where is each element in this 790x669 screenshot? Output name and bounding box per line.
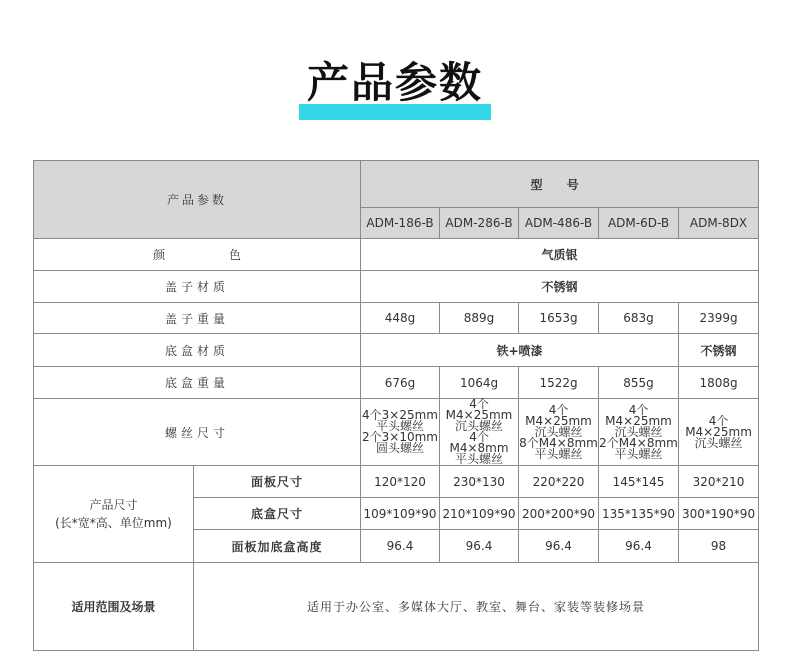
scene-value: 适用于办公室、多媒体大厅、教室、舞台、家装等装修场景: [194, 563, 759, 651]
screw-spec-line: 8个M4×8mm: [519, 435, 598, 450]
model-header: ADM-6D-B: [599, 208, 679, 239]
row-label-screws: 螺丝尺寸: [34, 399, 361, 466]
screw-spec-line: 沉头螺丝: [694, 435, 743, 450]
screw-spec-line: 2个3×10mm: [362, 430, 438, 444]
sub-label-total-height: 面板加底盒高度: [194, 530, 361, 563]
box-weight-value: 1064g: [440, 367, 519, 399]
page-title-area: [0, 58, 790, 108]
screw-spec-line: 平头螺丝: [376, 419, 425, 433]
screw-spec-line: 4个M4×25mm: [525, 402, 592, 428]
total-height-value: 96.4: [440, 530, 519, 563]
panel-size-value: 220*220: [519, 466, 599, 498]
screw-spec-line: 4个M4×25mm: [445, 397, 513, 422]
cover-weight-value: 1653g: [519, 303, 599, 334]
panel-size-value: 120*120: [361, 466, 440, 498]
dimensions-label-line: 产品尺寸: [89, 498, 138, 512]
table-header-label: 产品参数: [34, 161, 361, 239]
total-height-value: 96.4: [599, 530, 679, 563]
page-title: 产品参数: [306, 58, 483, 107]
panel-size-value: 320*210: [679, 466, 759, 498]
row-label-color: 颜 色: [34, 239, 361, 271]
box-size-value: 109*109*90: [361, 498, 440, 530]
box-size-value: 200*200*90: [519, 498, 599, 530]
box-weight-value: 1522g: [519, 367, 599, 399]
type-header: 型 号: [361, 161, 759, 208]
cover-weight-value: 2399g: [679, 303, 759, 334]
screw-spec-line: 4个3×25mm: [362, 408, 438, 422]
model-header: ADM-286-B: [440, 208, 519, 239]
screw-spec-line: 2个M4×8mm: [599, 435, 678, 450]
total-height-value: 96.4: [361, 530, 440, 563]
screw-spec-line: 沉头螺丝: [614, 424, 663, 439]
row-label-box-material: 底盒材质: [34, 334, 361, 367]
screw-spec-line: 平头螺丝: [534, 446, 583, 461]
spec-table: [33, 160, 759, 651]
screw-spec-cell: [361, 399, 440, 466]
row-label-cover-weight: 盖子重量: [34, 303, 361, 334]
screw-spec-cell: [679, 399, 759, 466]
box-weight-value: 676g: [361, 367, 440, 399]
screw-spec-line: 平头螺丝: [455, 452, 504, 466]
cover-material-value: 不锈钢: [361, 271, 759, 303]
sub-label-panel-size: 面板尺寸: [194, 466, 361, 498]
screw-spec-cell: [440, 399, 519, 466]
row-label-dimensions: [34, 466, 194, 563]
screw-spec-line: 沉头螺丝: [455, 419, 504, 433]
panel-size-value: 145*145: [599, 466, 679, 498]
box-weight-value: 855g: [599, 367, 679, 399]
screw-spec-line: 4个M4×25mm: [605, 402, 672, 428]
box-size-value: 210*109*90: [440, 498, 519, 530]
panel-size-value: 230*130: [440, 466, 519, 498]
page-title-box: [303, 58, 487, 108]
row-label-scene: 适用范围及场景: [34, 563, 194, 651]
box-weight-value: 1808g: [679, 367, 759, 399]
model-header: ADM-8DX: [679, 208, 759, 239]
screw-spec-line: 4个M4×25mm: [685, 413, 752, 439]
row-label-cover-material: 盖子材质: [34, 271, 361, 303]
cover-weight-value: 889g: [440, 303, 519, 334]
box-material-value: 不锈钢: [679, 334, 759, 367]
total-height-value: 98: [679, 530, 759, 563]
cover-weight-value: 683g: [599, 303, 679, 334]
screw-spec-line: 圆头螺丝: [376, 441, 425, 455]
row-label-box-weight: 底盒重量: [34, 367, 361, 399]
total-height-value: 96.4: [519, 530, 599, 563]
screw-spec-cell: [519, 399, 599, 466]
box-size-value: 300*190*90: [679, 498, 759, 530]
screw-spec-line: 4个M4×8mm: [449, 430, 509, 455]
box-material-value: 铁+喷漆: [361, 334, 679, 367]
model-header: ADM-186-B: [361, 208, 440, 239]
box-size-value: 135*135*90: [599, 498, 679, 530]
cover-weight-value: 448g: [361, 303, 440, 334]
sub-label-box-size: 底盒尺寸: [194, 498, 361, 530]
screw-spec-line: 沉头螺丝: [534, 424, 583, 439]
screw-spec-cell: [599, 399, 679, 466]
screw-spec-line: 平头螺丝: [614, 446, 663, 461]
dimensions-label-line: (长*宽*高、单位mm): [55, 516, 172, 530]
color-value: 气质银: [361, 239, 759, 271]
model-header: ADM-486-B: [519, 208, 599, 239]
